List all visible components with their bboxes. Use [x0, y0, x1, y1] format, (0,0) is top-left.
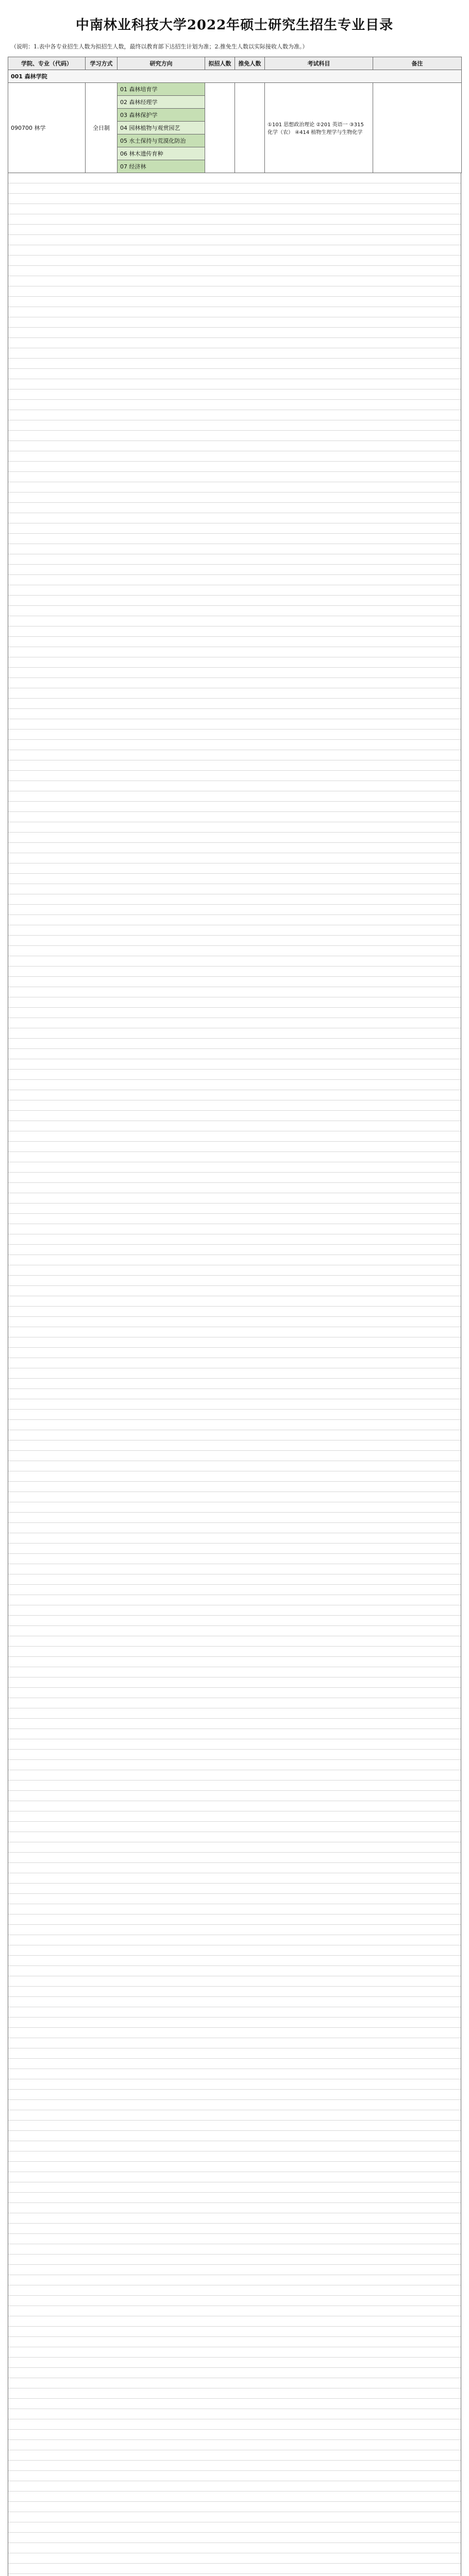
direction-cell: 04 园林植物与观赏园艺 [118, 121, 205, 134]
col-header-remark: 备注 [373, 57, 462, 70]
col-header-exempt: 推免人数 [235, 57, 265, 70]
col-header-exam: 考试科目 [265, 57, 373, 70]
col-header-program: 学院、专业（代码） [8, 57, 86, 70]
col-header-direction: 研究方向 [118, 57, 205, 70]
col-header-mode: 学习方式 [86, 57, 118, 70]
direction-cell: 05 水土保持与荒漠化防治 [118, 134, 205, 147]
catalog-page [8, 0, 461, 2576]
direction-cell: 06 林木遗传育种 [118, 147, 205, 160]
direction-cell: 02 森林经理学 [118, 95, 205, 108]
table-row [8, 82, 462, 95]
direction-cell: 07 经济林 [118, 160, 205, 173]
exempt-count [235, 82, 265, 173]
remark-cell [373, 82, 462, 173]
program-name: 090700 林学 [8, 82, 86, 173]
table-header-row [8, 57, 462, 70]
page-title: 中南林业科技大学2022年硕士研究生招生专业目录 [75, 18, 394, 33]
exam-subjects: ①101 思想政治理论 ②201 英语一 ③315 化学（农） ④414 植物生理学与生物化学 [265, 82, 373, 173]
study-mode: 全日制 [86, 82, 118, 173]
planned-count [205, 82, 235, 173]
college-row [8, 70, 462, 82]
catalog-continuation-area [8, 173, 461, 2576]
catalog-table [8, 57, 462, 173]
col-header-planned: 拟招人数 [205, 57, 235, 70]
college-name: 001 森林学院 [8, 70, 462, 82]
direction-cell: 03 森林保护学 [118, 108, 205, 121]
direction-cell: 01 森林培育学 [118, 82, 205, 95]
page-notes: （说明：1.表中各专业招生人数为拟招生人数，最终以教育部下达招生计划为准；2.推免生人数以实际接收人数为准。） [11, 43, 308, 50]
